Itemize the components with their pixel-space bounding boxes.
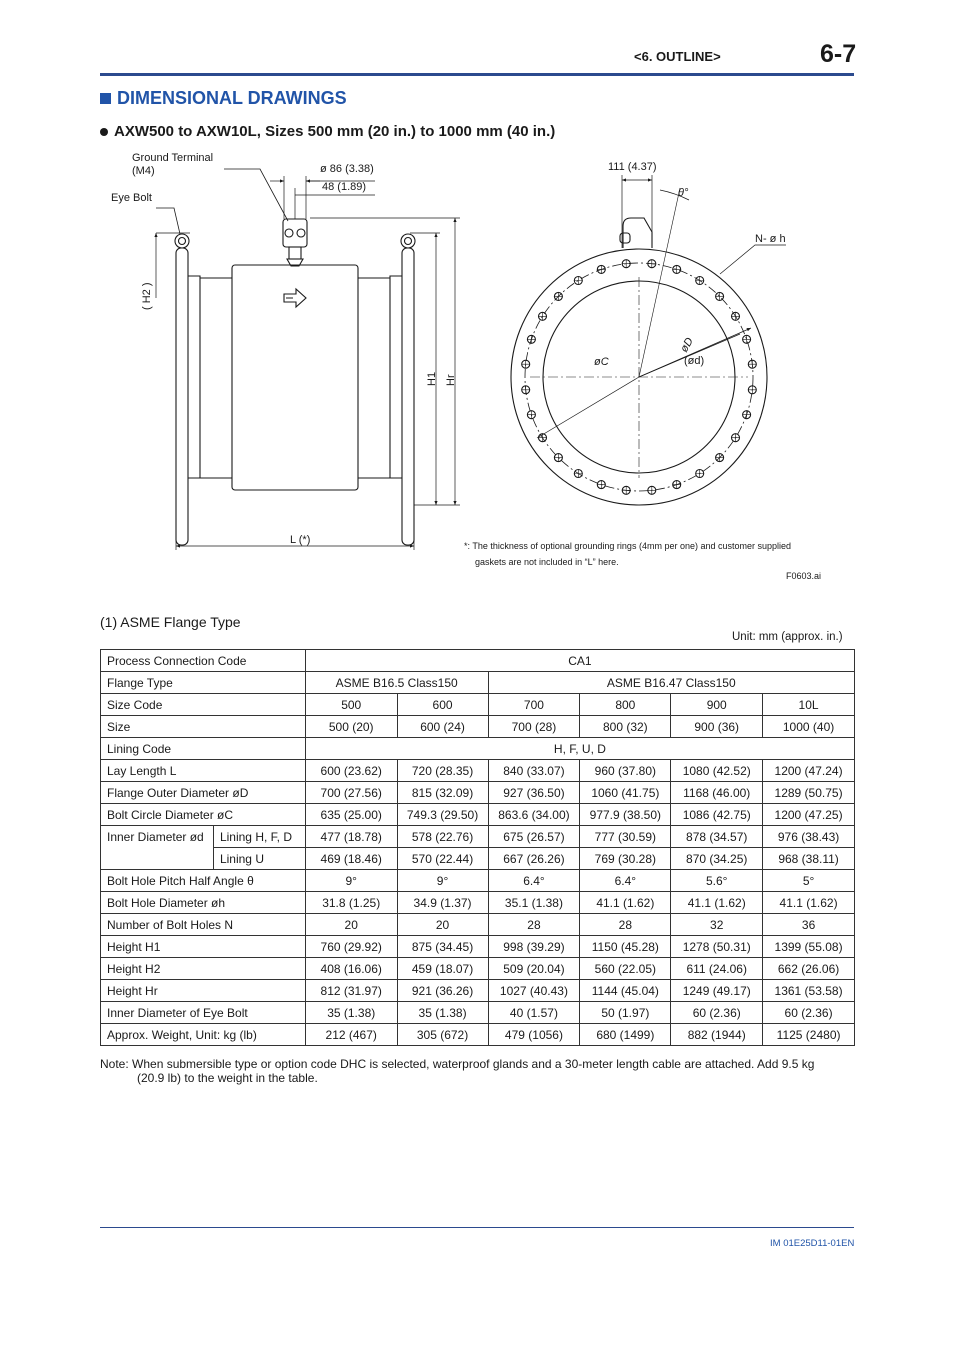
table-cell: 469 (18.46) bbox=[305, 848, 397, 870]
dim111-dimension: 111 (4.37) bbox=[608, 161, 657, 173]
ground-terminal-size-label: (M4) bbox=[132, 165, 155, 177]
phi-d-outer-label: øD bbox=[678, 335, 696, 355]
table-row bbox=[101, 826, 855, 848]
table-heading: (1) ASME Flange Type bbox=[100, 614, 241, 630]
table-cell: 720 (28.35) bbox=[397, 760, 488, 782]
table-cell: 6.4° bbox=[580, 870, 671, 892]
table-cell: 927 (36.50) bbox=[488, 782, 580, 804]
table-cell: 998 (39.29) bbox=[488, 936, 580, 958]
table-row bbox=[101, 804, 855, 826]
table-row bbox=[101, 980, 855, 1002]
figure-id: F0603.ai bbox=[786, 571, 822, 581]
table-cell: 212 (467) bbox=[305, 1024, 397, 1046]
row-sublabel: Lining H, F, D bbox=[213, 826, 305, 848]
table-cell: 60 (2.36) bbox=[763, 1002, 855, 1024]
table-cell: 1289 (50.75) bbox=[763, 782, 855, 804]
table-cell: 1150 (45.28) bbox=[580, 936, 671, 958]
section-title bbox=[100, 88, 347, 109]
table-row bbox=[101, 694, 855, 716]
flow-direction-arrow-icon bbox=[284, 289, 306, 307]
table-cell: 600 (23.62) bbox=[305, 760, 397, 782]
side-view-body bbox=[232, 265, 358, 490]
table-cell: 611 (24.06) bbox=[671, 958, 763, 980]
table-cell: 700 (27.56) bbox=[305, 782, 397, 804]
table-cell: 35 (1.38) bbox=[397, 1002, 488, 1024]
table-cell: ASME B16.47 Class150 bbox=[488, 672, 855, 694]
table-cell: 960 (37.80) bbox=[580, 760, 671, 782]
row-label: Flange Outer Diameter øD bbox=[101, 782, 306, 804]
table-cell: 35 (1.38) bbox=[305, 1002, 397, 1024]
table-cell: 1361 (53.58) bbox=[763, 980, 855, 1002]
table-cell: 36 bbox=[763, 914, 855, 936]
table-row bbox=[101, 936, 855, 958]
note-line: Note: When submersible type or option code DHC is selected, waterproof glands and a 30-meter length cable are attached. Add 9.5 kg bbox=[100, 1057, 815, 1071]
row-label: Process Connection Code bbox=[101, 650, 306, 672]
chapter-label: <6. OUTLINE> bbox=[634, 49, 721, 64]
table-cell: 1080 (42.52) bbox=[671, 760, 763, 782]
table-cell: 800 bbox=[580, 694, 671, 716]
eye-bolt-label: Eye Bolt bbox=[111, 192, 152, 204]
header-rule bbox=[100, 73, 854, 76]
table-cell: 976 (38.43) bbox=[763, 826, 855, 848]
table-cell: 41.1 (1.62) bbox=[763, 892, 855, 914]
row-label: Size Code bbox=[101, 694, 306, 716]
table-cell: 20 bbox=[305, 914, 397, 936]
table-cell: 870 (34.25) bbox=[671, 848, 763, 870]
table-cell: 479 (1056) bbox=[488, 1024, 580, 1046]
table-row bbox=[101, 958, 855, 980]
table-cell: 35.1 (1.38) bbox=[488, 892, 580, 914]
table-cell: 777 (30.59) bbox=[580, 826, 671, 848]
spec-table bbox=[100, 649, 855, 1046]
table-row bbox=[101, 782, 855, 804]
row-label: Bolt Circle Diameter øC bbox=[101, 804, 306, 826]
table-cell: 5.6° bbox=[671, 870, 763, 892]
document-id: IM 01E25D11-01EN bbox=[770, 1238, 855, 1249]
table-cell: 600 (24) bbox=[397, 716, 488, 738]
phi-c-label: øC bbox=[594, 356, 609, 368]
front-view-terminal-box bbox=[620, 218, 652, 248]
table-cell: 560 (22.05) bbox=[580, 958, 671, 980]
table-cell: ASME B16.5 Class150 bbox=[305, 672, 488, 694]
eye-bolt-left-icon bbox=[175, 234, 189, 248]
table-cell: 800 (32) bbox=[580, 716, 671, 738]
drawing-footnote-line1: *: The thickness of optional grounding rings (4mm per one) and customer supplied bbox=[464, 541, 792, 551]
eye-bolt-right-icon bbox=[401, 234, 415, 248]
phi-d-inner-label: (ød) bbox=[684, 355, 705, 367]
table-cell: 500 (20) bbox=[305, 716, 397, 738]
table-cell: 675 (26.57) bbox=[488, 826, 580, 848]
table-cell: 1200 (47.24) bbox=[763, 760, 855, 782]
row-label: Bolt Hole Diameter øh bbox=[101, 892, 306, 914]
table-cell: 1200 (47.25) bbox=[763, 804, 855, 826]
drawing-footnote-line2: gaskets are not included in “L” here. bbox=[475, 557, 619, 567]
page-number: 6-7 bbox=[820, 40, 857, 68]
table-row bbox=[101, 672, 855, 694]
table-row bbox=[101, 716, 855, 738]
table-cell: 968 (38.11) bbox=[763, 848, 855, 870]
h2-dimension: ( H2 ) bbox=[141, 282, 153, 310]
theta-label: θ° bbox=[678, 187, 689, 199]
table-cell: 812 (31.97) bbox=[305, 980, 397, 1002]
table-cell: H, F, U, D bbox=[305, 738, 854, 760]
table-cell: 578 (22.76) bbox=[397, 826, 488, 848]
row-label: Height H2 bbox=[101, 958, 306, 980]
hr-dimension: Hr bbox=[445, 374, 457, 386]
table-cell: 680 (1499) bbox=[580, 1024, 671, 1046]
row-label: Bolt Hole Pitch Half Angle θ bbox=[101, 870, 306, 892]
table-cell: 863.6 (34.00) bbox=[488, 804, 580, 826]
table-cell: 921 (36.26) bbox=[397, 980, 488, 1002]
row-label: Number of Bolt Holes N bbox=[101, 914, 306, 936]
row-label: Flange Type bbox=[101, 672, 306, 694]
table-cell: 509 (20.04) bbox=[488, 958, 580, 980]
table-cell: 1086 (42.75) bbox=[671, 804, 763, 826]
table-cell: 1125 (2480) bbox=[763, 1024, 855, 1046]
l-dimension: L (*) bbox=[290, 534, 311, 546]
table-cell: 31.8 (1.25) bbox=[305, 892, 397, 914]
dimensional-drawing bbox=[100, 148, 830, 588]
table-cell: 34.9 (1.37) bbox=[397, 892, 488, 914]
section-title-text: DIMENSIONAL DRAWINGS bbox=[117, 88, 347, 108]
table-cell: 878 (34.57) bbox=[671, 826, 763, 848]
table-cell: 635 (25.00) bbox=[305, 804, 397, 826]
table-cell: 815 (32.09) bbox=[397, 782, 488, 804]
table-row bbox=[101, 892, 855, 914]
table-cell: 408 (16.06) bbox=[305, 958, 397, 980]
table-cell: 900 bbox=[671, 694, 763, 716]
table-cell: 700 bbox=[488, 694, 580, 716]
table-cell: 1144 (45.04) bbox=[580, 980, 671, 1002]
row-label: Lay Length L bbox=[101, 760, 306, 782]
table-cell: 662 (26.06) bbox=[763, 958, 855, 980]
table-cell: 840 (33.07) bbox=[488, 760, 580, 782]
table-cell: 1399 (55.08) bbox=[763, 936, 855, 958]
subsection-title bbox=[100, 123, 555, 140]
ground-terminal-label: Ground Terminal bbox=[132, 152, 214, 164]
table-cell: 600 bbox=[397, 694, 488, 716]
table-cell: 1249 (49.17) bbox=[671, 980, 763, 1002]
table-cell: 1278 (50.31) bbox=[671, 936, 763, 958]
table-cell: 500 bbox=[305, 694, 397, 716]
table-cell: 477 (18.78) bbox=[305, 826, 397, 848]
table-cell: 700 (28) bbox=[488, 716, 580, 738]
dim48-dimension: 48 (1.89) bbox=[322, 181, 367, 193]
table-cell: 900 (36) bbox=[671, 716, 763, 738]
table-cell: 20 bbox=[397, 914, 488, 936]
table-cell: 41.1 (1.62) bbox=[580, 892, 671, 914]
square-bullet-icon bbox=[100, 93, 111, 104]
table-cell: 28 bbox=[580, 914, 671, 936]
table-cell: 977.9 (38.50) bbox=[580, 804, 671, 826]
table-row bbox=[101, 848, 855, 870]
table-row bbox=[101, 650, 855, 672]
table-row bbox=[101, 914, 855, 936]
side-view-right-flange bbox=[390, 248, 414, 545]
table-note bbox=[100, 1057, 854, 1085]
table-cell: 5° bbox=[763, 870, 855, 892]
ground-terminal-box bbox=[283, 219, 307, 266]
table-row bbox=[101, 870, 855, 892]
subsection-title-text: AXW500 to AXW10L, Sizes 500 mm (20 in.) to 1000 mm (40 in.) bbox=[114, 123, 556, 140]
side-view-left-flange bbox=[176, 248, 200, 545]
table-cell: 760 (29.92) bbox=[305, 936, 397, 958]
table-cell: 28 bbox=[488, 914, 580, 936]
table-cell: 1000 (40) bbox=[763, 716, 855, 738]
table-cell: 459 (18.07) bbox=[397, 958, 488, 980]
table-cell: 6.4° bbox=[488, 870, 580, 892]
h1-dimension: H1 bbox=[426, 371, 438, 386]
table-cell: 1060 (41.75) bbox=[580, 782, 671, 804]
note-line: (20.9 lb) to the weight in the table. bbox=[137, 1071, 318, 1085]
table-cell: 875 (34.45) bbox=[397, 936, 488, 958]
row-label: Approx. Weight, Unit: kg (lb) bbox=[101, 1024, 306, 1046]
table-cell: 9° bbox=[397, 870, 488, 892]
table-cell: 882 (1944) bbox=[671, 1024, 763, 1046]
table-cell: 1168 (46.00) bbox=[671, 782, 763, 804]
table-row bbox=[101, 738, 855, 760]
table-cell: 40 (1.57) bbox=[488, 1002, 580, 1024]
table-cell: 570 (22.44) bbox=[397, 848, 488, 870]
row-label: Height H1 bbox=[101, 936, 306, 958]
row-label: Height Hr bbox=[101, 980, 306, 1002]
table-cell: 32 bbox=[671, 914, 763, 936]
row-label: Size bbox=[101, 716, 306, 738]
table-cell: 749.3 (29.50) bbox=[397, 804, 488, 826]
footer-rule bbox=[100, 1227, 854, 1228]
bolt-hole-label: N- ø h bbox=[755, 233, 786, 245]
table-cell: 305 (672) bbox=[397, 1024, 488, 1046]
table-cell: 41.1 (1.62) bbox=[671, 892, 763, 914]
round-bullet-icon bbox=[100, 128, 108, 136]
table-cell: 769 (30.28) bbox=[580, 848, 671, 870]
row-label: Inner Diameter of Eye Bolt bbox=[101, 1002, 306, 1024]
table-cell: 667 (26.26) bbox=[488, 848, 580, 870]
table-row bbox=[101, 1024, 855, 1046]
table-cell: 10L bbox=[763, 694, 855, 716]
row-sublabel: Lining U bbox=[213, 848, 305, 870]
phi86-dimension: ø 86 (3.38) bbox=[320, 163, 374, 175]
table-cell: CA1 bbox=[305, 650, 854, 672]
table-row bbox=[101, 760, 855, 782]
table-cell: 50 (1.97) bbox=[580, 1002, 671, 1024]
table-cell: 60 (2.36) bbox=[671, 1002, 763, 1024]
unit-label: Unit: mm (approx. in.) bbox=[732, 631, 843, 643]
table-cell: 1027 (40.43) bbox=[488, 980, 580, 1002]
row-label: Lining Code bbox=[101, 738, 306, 760]
row-label: Inner Diameter ød bbox=[101, 826, 214, 870]
table-cell: 9° bbox=[305, 870, 397, 892]
table-row bbox=[101, 1002, 855, 1024]
